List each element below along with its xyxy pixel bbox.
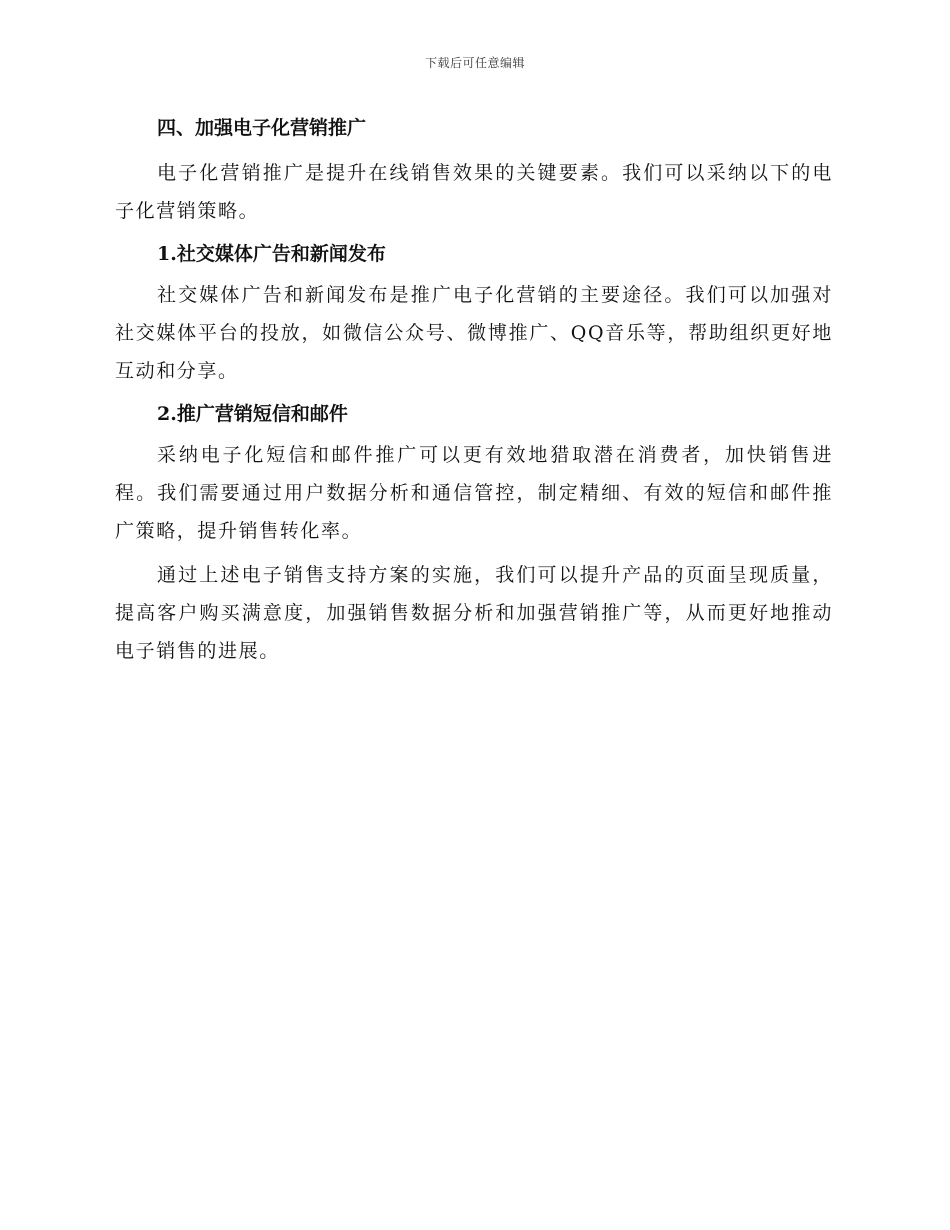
subsection-paragraph-2: 采纳电子化短信和邮件推广可以更有效地猎取潜在消费者，加快销售进程。我们需要通过用户数据分析和通信管控，制定精细、有效的短信和邮件推广策略，提升销售转化率。	[115, 444, 833, 542]
section-title: 四、加强电子化营销推广	[157, 117, 367, 139]
document-body	[115, 110, 833, 676]
page-header-note: 下载后可任意编辑	[424, 56, 525, 70]
subsection-heading-1: 1.社交媒体广告和新闻发布	[157, 243, 386, 265]
subsection-paragraph-1: 社交媒体广告和新闻发布是推广电子化营销的主要途径。我们可以加强对社交媒体平台的投放，如微信公众号、微博推广、QQ音乐等，帮助组织更好地互动和分享。	[115, 284, 833, 382]
subsection-heading-2: 2.推广营销短信和邮件	[157, 403, 348, 425]
intro-paragraph: 电子化营销推广是提升在线销售效果的关键要素。我们可以采纳以下的电子化营销策略。	[115, 162, 833, 222]
conclusion-paragraph: 通过上述电子销售支持方案的实施，我们可以提升产品的页面呈现质量，提高客户购买满意度，加强销售数据分析和加强营销推广等，从而更好地推动电子销售的进展。	[115, 564, 833, 662]
